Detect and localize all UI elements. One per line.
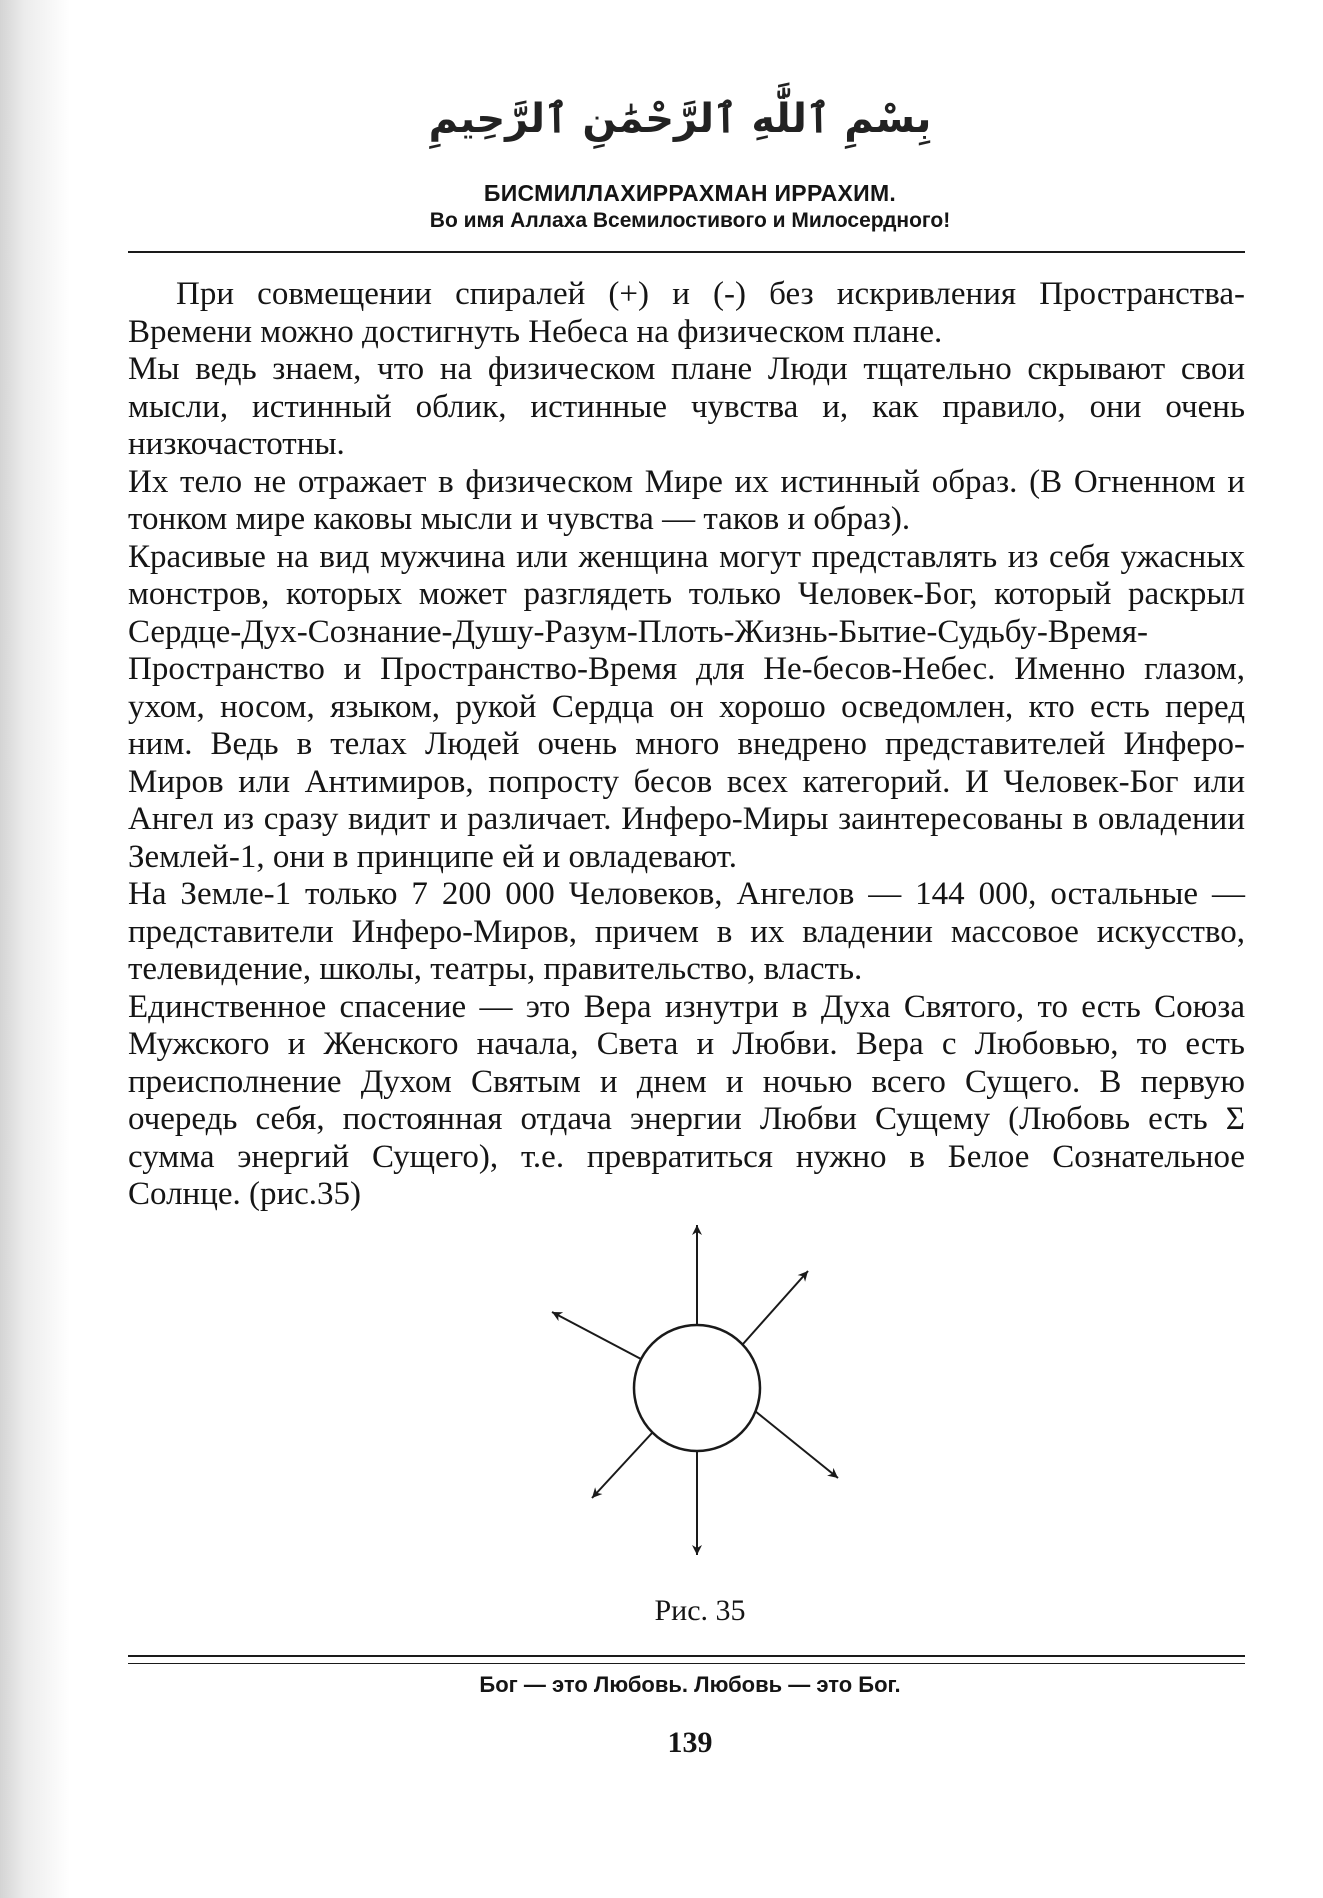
ray-arrow-upper-right — [743, 1271, 808, 1344]
header-subtitle: Во имя Аллаха Всемилостивого и Милосердного! — [429, 209, 951, 232]
footer-divider-thin — [128, 1663, 1245, 1664]
paragraph: Их тело не отражает в физическом Мире их истинный образ. (В Огненном и тонком мире каковы мысли и чувства — таков и образ). — [128, 463, 1245, 537]
bismillah-arabic-text: بِسْمِ ٱللَّٰهِ ٱلرَّحْمَٰنِ ٱلرَّحِيمِ — [428, 96, 932, 142]
ray-arrow-upper-left — [552, 1312, 641, 1359]
figure-caption: Рис. 35 — [654, 1594, 746, 1627]
paragraph: Единственное спасение — это Вера изнутри в Духа Святого, то есть Союза Мужского и Женского начала, Света и Любви. Вера с Любовью, то есть преисполнение Духом Святым и днем и ночью всего Сущего. В первую очередь себя, постоянная отдача энергии Любви Сущему (Любовь есть Σ сумма энергий Сущего), т.е. превратиться нужно в Белое Сознательное Солнце. (рис.35) — [128, 988, 1245, 1212]
footer-motto: Бог — это Любовь. Любовь — это Бог. — [479, 1672, 901, 1697]
ray-arrow-lower-left — [592, 1433, 652, 1498]
header-divider — [128, 251, 1245, 253]
ray-arrow-lower-right — [755, 1411, 838, 1478]
figure-35-sun-diagram — [540, 1220, 860, 1565]
body-text — [128, 276, 1245, 1214]
paragraph: Мы ведь знаем, что на физическом плане Люди тщательно скрывают свои мысли, истинный облик, истинные чувства и, как правило, они очень низкочастотны. — [128, 351, 1245, 462]
page-number: 139 — [667, 1726, 713, 1759]
paragraph: При совмещении спиралей (+) и (-) без искривления Пространства-Времени можно достигнуть Небеса на физическом плане. — [128, 276, 1245, 350]
header-title: БИСМИЛЛАХИРРАХМАН ИРРАХИМ. — [483, 180, 897, 206]
paragraph: На Земле-1 только 7 200 000 Человеков, Ангелов — 144 000, остальные — представители Инферо-Миров, причем в их владении массовое искусство, телевидение, школы, театры, правительство, власть. — [128, 876, 1245, 987]
sun-circle — [634, 1325, 760, 1451]
bismillah-calligraphy — [428, 60, 932, 170]
paragraph: Красивые на вид мужчина или женщина могут представлять из себя ужасных монстров, которых может разглядеть только Человек-Бог, который раскрыл Сердце-Дух-Сознание-Душу-Разум-Плоть-Жизнь-Бытие-Судьбу-Время-Пространство и Пространство-Время для Не-бесов-Небес. Именно глазом, ухом, носом, языком, рукой Сердца он хорошо осведомлен, кто есть перед ним. Ведь в телах Людей очень много внедрено представителей Инферо-Миров или Антимиров, попросту бесов всех категорий. И Человек-Бог или Ангел из сразу видит и различает. Инферо-Миры заинтересованы в овладении Землей-1, они в принципе ей и овладевают. — [128, 538, 1245, 875]
footer-divider — [128, 1655, 1245, 1657]
